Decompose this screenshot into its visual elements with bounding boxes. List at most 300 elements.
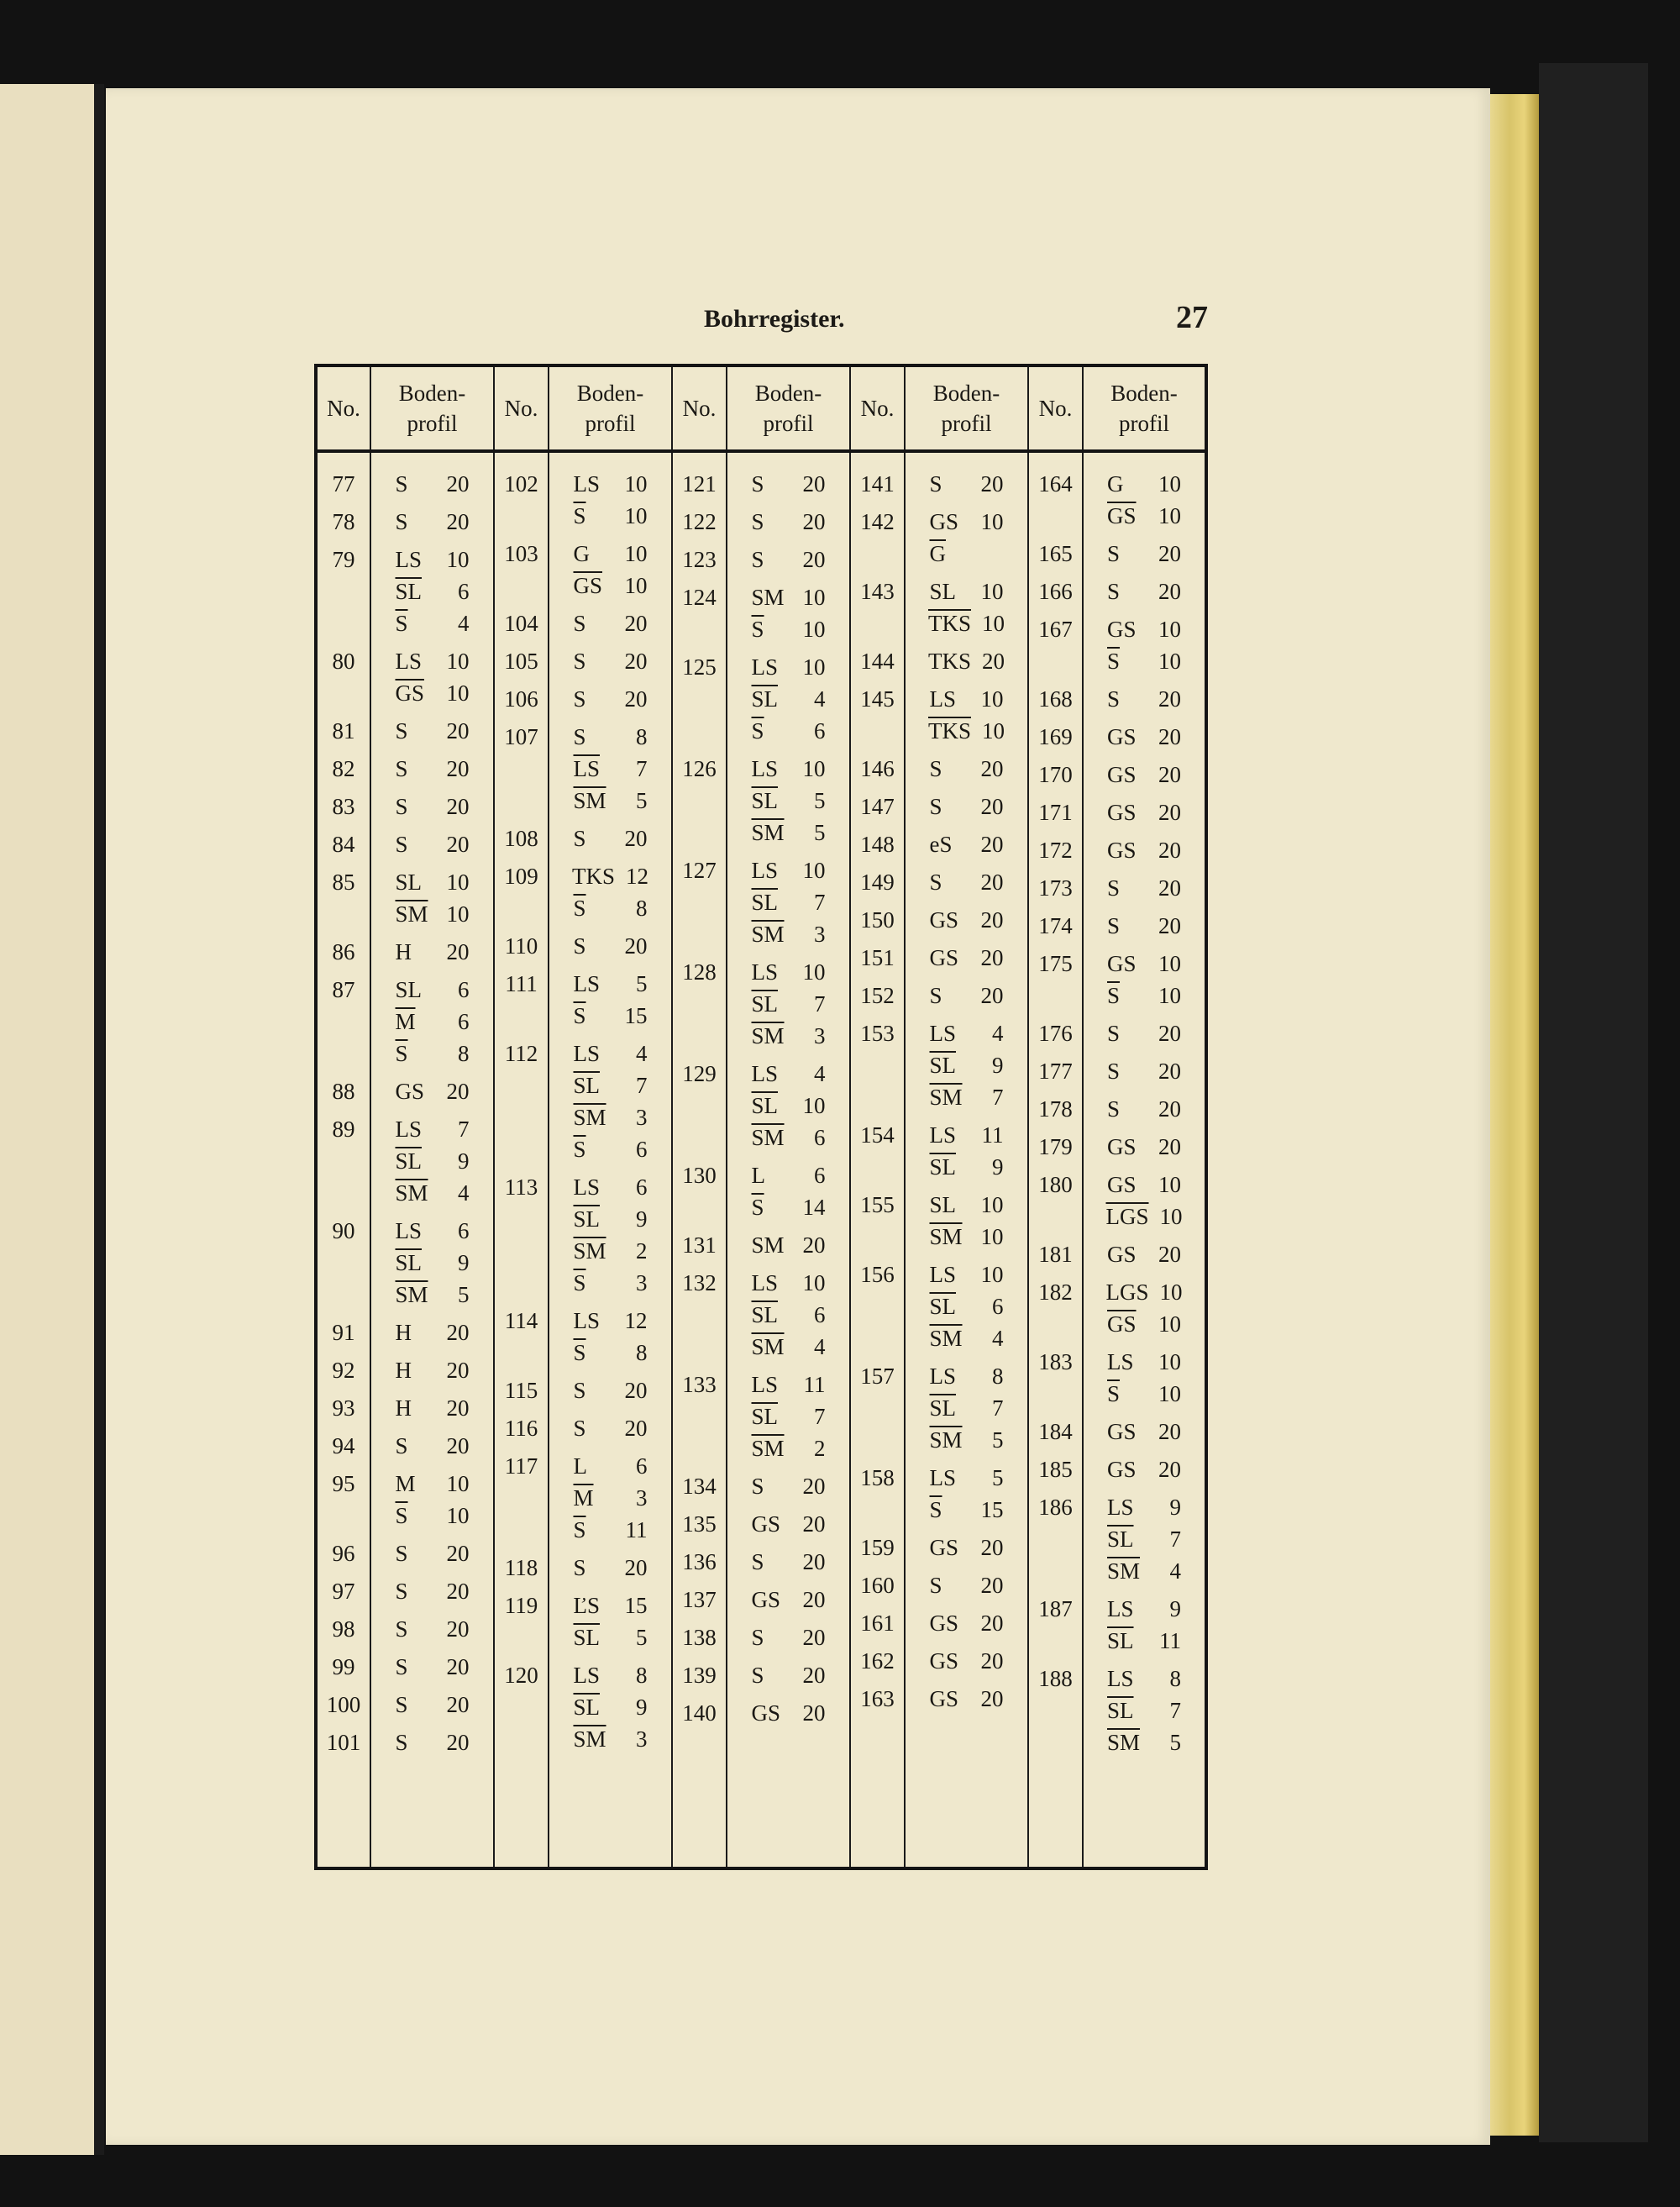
bore-number: 116: [504, 1416, 538, 1441]
bore-number-cell: [673, 1584, 726, 1621]
layer-depth: 10: [624, 503, 648, 528]
bore-number-cell: [495, 1659, 548, 1761]
header-label-line2: profil: [941, 411, 992, 436]
soil-code: GS: [751, 1511, 781, 1537]
soil-layer: [1107, 1378, 1181, 1410]
soil-layer: [1107, 1131, 1181, 1163]
soil-code: GS: [1107, 838, 1137, 863]
soil-code: LS: [751, 858, 779, 883]
bore-number-cell: [318, 1575, 370, 1613]
soil-code: SL: [395, 977, 423, 1002]
bore-number-cell: [851, 1462, 904, 1532]
soil-profile-cell: [549, 468, 671, 538]
layer-depth: 20: [802, 509, 826, 534]
layer-depth: 6: [814, 1302, 826, 1327]
soil-code: LS: [573, 971, 601, 996]
soil-profile-cell: [906, 645, 1027, 683]
layer-depth: 7: [814, 991, 826, 1017]
soil-profile-cell: [371, 1316, 493, 1354]
bore-number-cell: [1029, 1491, 1082, 1593]
layer-depth: 15: [980, 1497, 1004, 1522]
soil-code: $\overline{SM}$: [751, 820, 785, 845]
book-gutter: [94, 84, 104, 2155]
soil-layer: [752, 1122, 826, 1153]
soil-code: LS: [1107, 1349, 1134, 1374]
bore-number-cell: [673, 1546, 726, 1584]
bore-number-cell: [318, 1392, 370, 1430]
layer-depth: 6: [458, 579, 470, 604]
soil-layer: [574, 1235, 648, 1267]
soil-layer: [1107, 683, 1181, 715]
soil-layer: [928, 607, 1005, 639]
bore-number-cell: [1029, 1238, 1082, 1276]
soil-code: $\overline{S}$: [573, 1270, 586, 1295]
soil-code: S: [1107, 686, 1121, 712]
soil-layer: [396, 1247, 470, 1279]
layer-depth: 20: [802, 471, 826, 497]
soil-layer: [574, 822, 648, 854]
soil-layer: [752, 1020, 826, 1052]
soil-profile-cell: [371, 1075, 493, 1113]
soil-code: S: [1107, 579, 1121, 604]
soil-profile-cell: [549, 1171, 671, 1305]
soil-code: $\overline{SM}$: [573, 1238, 606, 1264]
soil-profile-cell: [371, 715, 493, 753]
soil-layer: [1107, 468, 1181, 500]
layer-depth: 10: [446, 1503, 470, 1528]
soil-layer: [1107, 500, 1181, 532]
soil-code: G: [573, 541, 590, 566]
bore-number: 135: [682, 1511, 717, 1537]
bore-number: 83: [332, 794, 355, 819]
soil-code: $\overline{TKS}$: [927, 611, 971, 636]
bore-number: 168: [1038, 686, 1073, 712]
soil-profile-cell: [549, 683, 671, 721]
soil-layer: [930, 575, 1004, 607]
bore-number: 127: [682, 858, 717, 883]
layer-depth: 11: [1159, 1628, 1181, 1653]
bore-number: 184: [1038, 1419, 1073, 1444]
soil-layer: [930, 828, 1004, 860]
layer-depth: 20: [624, 686, 648, 712]
bore-number-cell: [673, 1369, 726, 1470]
bore-number: 122: [682, 509, 717, 534]
layer-depth: 7: [1169, 1527, 1181, 1552]
soil-code: GS: [1107, 762, 1137, 787]
soil-layer: [396, 1430, 470, 1462]
soil-code: GS: [929, 1686, 959, 1711]
layer-depth: 9: [636, 1206, 648, 1232]
soil-layer: [1107, 834, 1181, 866]
layer-depth: 20: [624, 1416, 648, 1441]
soil-code: S: [395, 794, 408, 819]
soil-code: $\overline{SM}$: [929, 1085, 963, 1110]
soil-code: S: [573, 933, 586, 959]
soil-profile-cell: [1084, 1346, 1205, 1416]
soil-layer: [572, 860, 648, 892]
soil-layer: [752, 753, 826, 785]
soil-layer: [574, 1482, 648, 1514]
soil-profile-cell: [371, 974, 493, 1075]
soil-code: S: [395, 1730, 408, 1755]
soil-layer: [396, 898, 470, 930]
soil-profile-cell: [906, 1607, 1027, 1645]
bore-number: 187: [1038, 1596, 1073, 1621]
soil-profile-cell: [371, 828, 493, 866]
column-header-profile: [549, 365, 672, 451]
bore-number: 93: [332, 1395, 355, 1421]
bore-number-cell: [673, 651, 726, 753]
soil-layer: [752, 581, 826, 613]
soil-layer: [396, 1613, 470, 1645]
bore-number: 154: [860, 1122, 895, 1148]
soil-layer: [574, 1450, 648, 1482]
layer-depth: 4: [992, 1326, 1004, 1351]
soil-profile-cell: [1084, 759, 1205, 796]
soil-profile-cell: [549, 1038, 671, 1171]
soil-code: $\overline{SL}$: [751, 890, 779, 915]
soil-profile-cell: [1084, 575, 1205, 613]
bore-number: 89: [332, 1117, 355, 1142]
soil-layer: [752, 1159, 826, 1191]
soil-profile-cell: [727, 1058, 849, 1159]
soil-layer: [752, 683, 826, 715]
soil-layer: [1107, 645, 1181, 677]
soil-code: $\overline{SM}$: [573, 1105, 606, 1130]
soil-code: $\overline{SM}$: [1107, 1558, 1141, 1584]
soil-profile-cell: [1084, 1276, 1205, 1346]
soil-layer: [752, 1400, 826, 1432]
soil-layer: [396, 1726, 470, 1758]
soil-profile-cell: [906, 753, 1027, 791]
layer-depth: 11: [625, 1517, 648, 1542]
layer-depth: 5: [814, 820, 826, 845]
bore-number-cell: [1029, 796, 1082, 834]
soil-layer: [396, 544, 470, 575]
layer-depth: 20: [1158, 875, 1181, 901]
soil-code: GS: [1107, 617, 1137, 642]
soil-layer: [1107, 1308, 1181, 1340]
bore-number-cell: [673, 506, 726, 544]
soil-layer: [396, 1354, 470, 1386]
layer-depth: 20: [980, 1686, 1004, 1711]
layer-depth: 2: [636, 1238, 648, 1264]
soil-layer: [574, 1171, 648, 1203]
soil-profile-cell: [906, 904, 1027, 942]
layer-depth: 20: [446, 471, 470, 497]
soil-profile-cell: [371, 1726, 493, 1764]
soil-layer: [752, 1546, 826, 1578]
soil-profile-cell: [549, 860, 671, 930]
soil-code: $\overline{SL}$: [751, 1404, 779, 1429]
soil-layer: [396, 1316, 470, 1348]
bore-number-cell: [1029, 759, 1082, 796]
soil-code: S: [395, 1579, 408, 1604]
column-header-profile: [727, 365, 850, 451]
soil-code: GS: [751, 1587, 781, 1612]
bore-number: 88: [332, 1079, 355, 1104]
layer-depth: 20: [802, 1511, 826, 1537]
soil-layer: [930, 1607, 1004, 1639]
bore-number: 138: [682, 1625, 717, 1650]
soil-code: $\overline{SM}$: [751, 1436, 785, 1461]
soil-code: $\overline{SL}$: [1107, 1628, 1134, 1653]
soil-code: $\overline{SL}$: [395, 1250, 423, 1275]
soil-layer: [1107, 1593, 1181, 1625]
layer-depth: 20: [980, 832, 1004, 857]
layer-depth: 6: [814, 718, 826, 744]
soil-profile-cell: [549, 1450, 671, 1552]
soil-profile-cell: [727, 854, 849, 956]
soil-code: $\overline{SL}$: [573, 1625, 601, 1650]
soil-layer: [930, 1569, 1004, 1601]
soil-profile-cell: [1084, 721, 1205, 759]
soil-code: $\overline{S}$: [573, 1340, 586, 1365]
bore-number: 147: [860, 794, 895, 819]
soil-code: S: [395, 756, 408, 781]
soil-code: LS: [751, 1061, 779, 1086]
soil-code: LS: [573, 1174, 601, 1200]
bore-number: 114: [504, 1308, 538, 1333]
bore-number: 172: [1038, 838, 1073, 863]
soil-layer: [1107, 1555, 1181, 1587]
soil-profile-cell: [727, 1470, 849, 1508]
soil-code: $\overline{LGS}$: [1105, 1204, 1149, 1229]
bore-number: 91: [332, 1320, 355, 1345]
soil-code: LS: [1107, 1666, 1134, 1691]
soil-code: TKS: [927, 649, 971, 674]
soil-code: LS: [751, 756, 779, 781]
soil-profile-cell: [906, 1462, 1027, 1532]
soil-code: S: [395, 1692, 408, 1717]
soil-code: LS: [1107, 1495, 1134, 1520]
soil-code: SL: [929, 579, 957, 604]
layer-depth: 10: [980, 1224, 1004, 1249]
profile-column: [727, 451, 850, 1868]
soil-code: S: [573, 686, 586, 712]
soil-code: S: [929, 983, 942, 1008]
soil-layer: [930, 866, 1004, 898]
soil-code: S: [751, 547, 764, 572]
bore-number-cell: [1029, 468, 1082, 538]
layer-depth: 5: [636, 971, 648, 996]
soil-profile-cell: [906, 942, 1027, 980]
soil-code: S: [395, 1541, 408, 1566]
soil-layer: [752, 1229, 826, 1261]
soil-layer: [930, 1683, 1004, 1715]
profile-column: [370, 451, 494, 1868]
soil-layer: [930, 1645, 1004, 1677]
page-number: 27: [1176, 300, 1208, 335]
soil-layer: [574, 1000, 648, 1032]
soil-code: S: [395, 1616, 408, 1642]
soil-layer: [752, 1432, 826, 1464]
layer-depth: 7: [814, 890, 826, 915]
soil-profile-cell: [906, 468, 1027, 506]
layer-depth: 10: [980, 1262, 1004, 1287]
soil-code: $\overline{SL}$: [929, 1053, 957, 1078]
layer-depth: 6: [636, 1453, 648, 1479]
soil-layer: [574, 1337, 648, 1369]
no-column: [494, 451, 549, 1868]
soil-profile-cell: [549, 1590, 671, 1659]
soil-profile-cell: [371, 1392, 493, 1430]
layer-depth: 20: [1158, 541, 1181, 566]
soil-layer: [930, 1322, 1004, 1354]
bore-number-cell: [851, 1017, 904, 1119]
soil-layer: [752, 1058, 826, 1090]
soil-layer: [930, 1017, 1004, 1049]
soil-layer: [752, 613, 826, 645]
soil-code: $\overline{SM}$: [929, 1326, 963, 1351]
layer-depth: 10: [982, 718, 1005, 744]
soil-code: LS: [929, 686, 957, 712]
soil-layer: [1107, 1663, 1181, 1695]
bore-number: 137: [682, 1587, 717, 1612]
bore-number: 90: [332, 1218, 355, 1243]
soil-layer: [752, 651, 826, 683]
bore-number-cell: [851, 506, 904, 575]
soil-layer: [396, 468, 470, 500]
layer-depth: 10: [802, 1093, 826, 1118]
bore-number: 119: [504, 1593, 538, 1618]
bore-number-cell: [851, 683, 904, 753]
soil-layer: [752, 785, 826, 817]
soil-layer: [928, 645, 1005, 677]
layer-depth: 20: [980, 1535, 1004, 1560]
soil-code: LS: [1107, 1596, 1134, 1621]
bore-number-cell: [1029, 721, 1082, 759]
soil-layer: [574, 1203, 648, 1235]
soil-code: L: [573, 1453, 587, 1479]
layer-depth: 20: [1158, 1021, 1181, 1046]
bore-number: 155: [860, 1192, 895, 1217]
soil-profile-cell: [727, 753, 849, 854]
layer-depth: 20: [624, 611, 648, 636]
bore-number-cell: [1029, 1453, 1082, 1491]
layer-depth: 7: [992, 1395, 1004, 1421]
soil-layer: [1107, 1416, 1181, 1448]
bore-register-table: [314, 364, 1208, 1870]
soil-code: S: [395, 1654, 408, 1679]
layer-depth: 10: [1158, 1349, 1181, 1374]
bore-number: 118: [504, 1555, 538, 1580]
soil-code: H: [395, 1320, 412, 1345]
soil-profile-cell: [549, 645, 671, 683]
soil-layer: [930, 1360, 1004, 1392]
soil-layer: [574, 753, 648, 785]
header-label-line1: Boden-: [398, 380, 466, 406]
layer-depth: 20: [446, 1320, 470, 1345]
bore-number: 131: [682, 1232, 717, 1258]
bore-number: 136: [682, 1549, 717, 1574]
layer-depth: 20: [1158, 579, 1181, 604]
layer-depth: 20: [802, 1549, 826, 1574]
layer-depth: 10: [980, 686, 1004, 712]
layer-depth: 20: [980, 756, 1004, 781]
soil-layer: [752, 544, 826, 575]
layer-depth: 20: [1158, 1096, 1181, 1122]
soil-code: $\overline{TKS}$: [927, 718, 971, 744]
soil-layer: [1107, 1093, 1181, 1125]
bore-number: 97: [332, 1579, 355, 1604]
soil-layer: [752, 1267, 826, 1299]
soil-layer: [574, 607, 648, 639]
soil-code: LS: [929, 1364, 957, 1389]
soil-layer: [752, 1191, 826, 1223]
layer-depth: 4: [458, 1180, 470, 1206]
bore-number: 144: [860, 649, 895, 674]
soil-code: S: [573, 1416, 586, 1441]
soil-profile-cell: [549, 968, 671, 1038]
layer-depth: 20: [980, 945, 1004, 970]
soil-layer: [752, 1621, 826, 1653]
soil-code: S: [929, 471, 942, 497]
soil-code: LGS: [1105, 1280, 1149, 1305]
layer-depth: 10: [1158, 471, 1181, 497]
layer-depth: 14: [802, 1195, 826, 1220]
layer-depth: 5: [992, 1465, 1004, 1490]
soil-layer: [1107, 1017, 1181, 1049]
soil-code: S: [751, 1549, 764, 1574]
header-label-line1: Boden-: [754, 380, 822, 406]
bore-number-cell: [1029, 1169, 1082, 1238]
soil-layer: [1107, 796, 1181, 828]
bore-number-cell: [495, 822, 548, 860]
bore-number: 188: [1038, 1666, 1073, 1691]
layer-depth: 20: [980, 1573, 1004, 1598]
soil-profile-cell: [371, 1430, 493, 1468]
soil-layer: [574, 1374, 648, 1406]
soil-code: $\overline{SM}$: [395, 1180, 428, 1206]
bore-number-cell: [495, 930, 548, 968]
bore-number-cell: [851, 1259, 904, 1360]
bore-number: 141: [860, 471, 895, 497]
soil-profile-cell: [906, 575, 1027, 645]
soil-code: L: [751, 1163, 765, 1188]
soil-code: LS: [929, 1122, 957, 1148]
layer-depth: 10: [1159, 1204, 1183, 1229]
layer-depth: 7: [636, 756, 648, 781]
bore-number: 182: [1038, 1280, 1073, 1305]
layer-depth: 4: [814, 1334, 826, 1359]
bore-number-cell: [318, 1316, 370, 1354]
column-header-profile: [1083, 365, 1206, 451]
soil-code: $\overline{S}$: [573, 1517, 586, 1542]
soil-profile-cell: [727, 956, 849, 1058]
layer-depth: 9: [1169, 1596, 1181, 1621]
layer-depth: 6: [992, 1294, 1004, 1319]
layer-depth: 5: [458, 1282, 470, 1307]
soil-layer: [1107, 538, 1181, 570]
layer-depth: 20: [446, 1433, 470, 1458]
layer-depth: 20: [446, 1692, 470, 1717]
soil-profile-cell: [906, 506, 1027, 575]
soil-profile-cell: [727, 1267, 849, 1369]
bore-number-cell: [851, 1119, 904, 1189]
soil-code: GS: [929, 945, 959, 970]
layer-depth: 3: [636, 1105, 648, 1130]
soil-code: S: [929, 794, 942, 819]
soil-layer: [574, 645, 648, 677]
soil-code: LS: [751, 654, 779, 680]
layer-depth: 5: [1169, 1730, 1181, 1755]
layer-depth: 10: [446, 870, 470, 895]
bore-number: 156: [860, 1262, 895, 1287]
soil-code: $\overline{SM}$: [751, 1334, 785, 1359]
soil-code: eS: [929, 832, 953, 857]
bore-number: 181: [1038, 1242, 1073, 1267]
